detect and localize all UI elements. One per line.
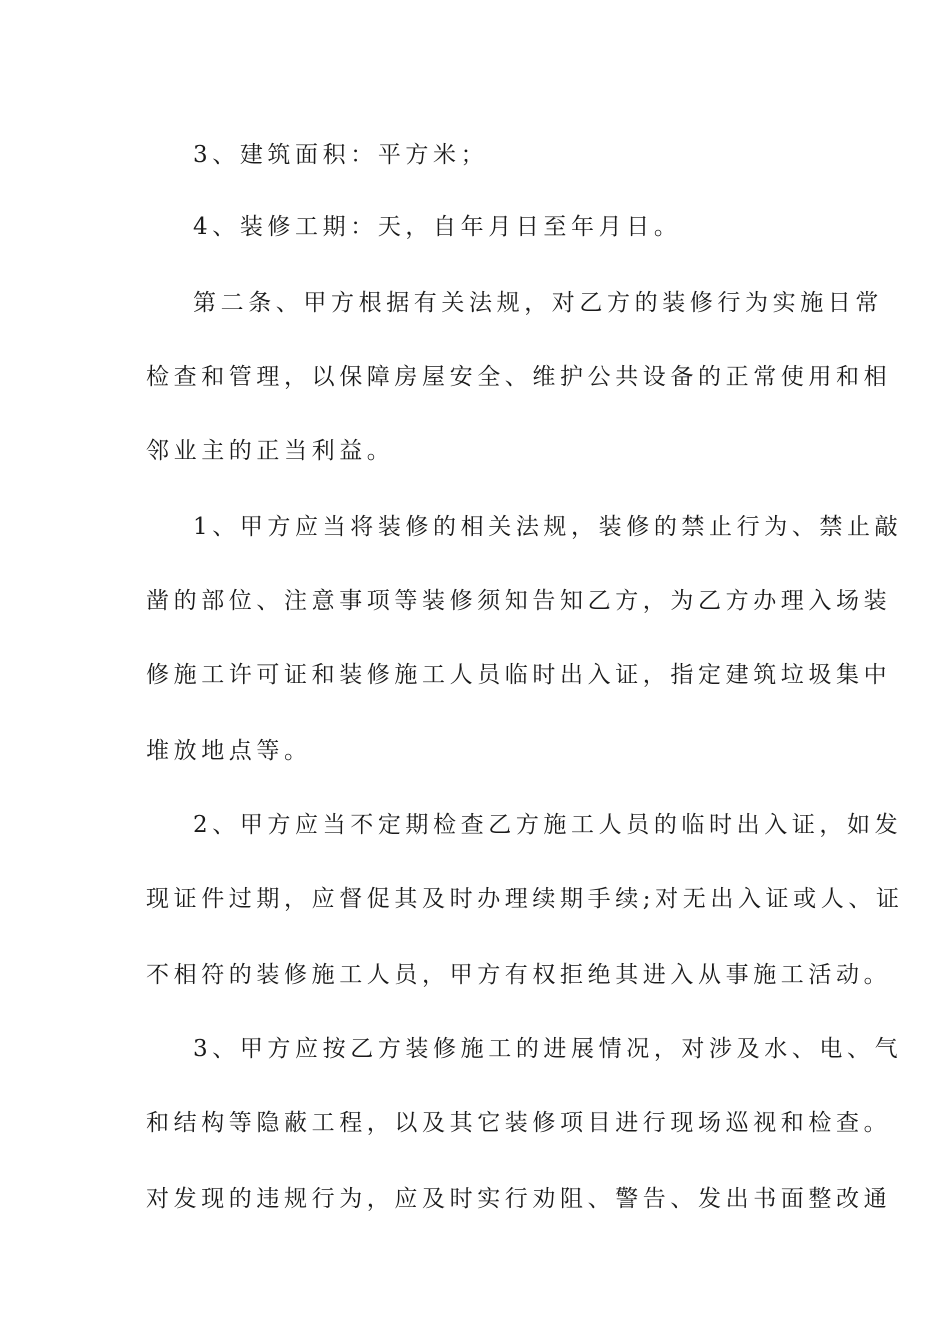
paragraph-clause-3-line-1: 3、甲方应按乙方装修施工的进展情况，对涉及水、电、气 xyxy=(193,1036,903,1062)
paragraph-clause-2-line-3: 不相符的装修施工人员，甲方有权拒绝其进入从事施工活动。 xyxy=(146,962,892,988)
paragraph-clause-3-line-2: 和结构等隐蔽工程，以及其它装修项目进行现场巡视和检查。 xyxy=(146,1110,892,1136)
paragraph-clause-2-line-1: 2、甲方应当不定期检查乙方施工人员的临时出入证，如发 xyxy=(193,812,903,838)
paragraph-article-2-line-1: 第二条、甲方根据有关法规，对乙方的装修行为实施日常 xyxy=(193,290,883,316)
paragraph-clause-1-line-4: 堆放地点等。 xyxy=(146,738,312,764)
paragraph-article-2-line-2: 检查和管理，以保障房屋安全、维护公共设备的正常使用和相 xyxy=(146,364,892,390)
paragraph-item-4-period: 4、装修工期：天，自年月日至年月日。 xyxy=(193,214,682,240)
paragraph-clause-1-line-2: 凿的部位、注意事项等装修须知告知乙方，为乙方办理入场装 xyxy=(146,588,892,614)
paragraph-clause-1-line-1: 1、甲方应当将装修的相关法规，装修的禁止行为、禁止敲 xyxy=(193,514,903,540)
paragraph-article-2-line-3: 邻业主的正当利益。 xyxy=(146,438,395,464)
paragraph-item-3-area: 3、建筑面积：平方米； xyxy=(193,142,489,168)
paragraph-clause-1-line-3: 修施工许可证和装修施工人员临时出入证，指定建筑垃圾集中 xyxy=(146,662,892,688)
paragraph-clause-2-line-2: 现证件过期，应督促其及时办理续期手续;对无出入证或人、证 xyxy=(146,886,904,912)
paragraph-clause-3-line-3: 对发现的违规行为，应及时实行劝阻、警告、发出书面整改通 xyxy=(146,1186,892,1212)
